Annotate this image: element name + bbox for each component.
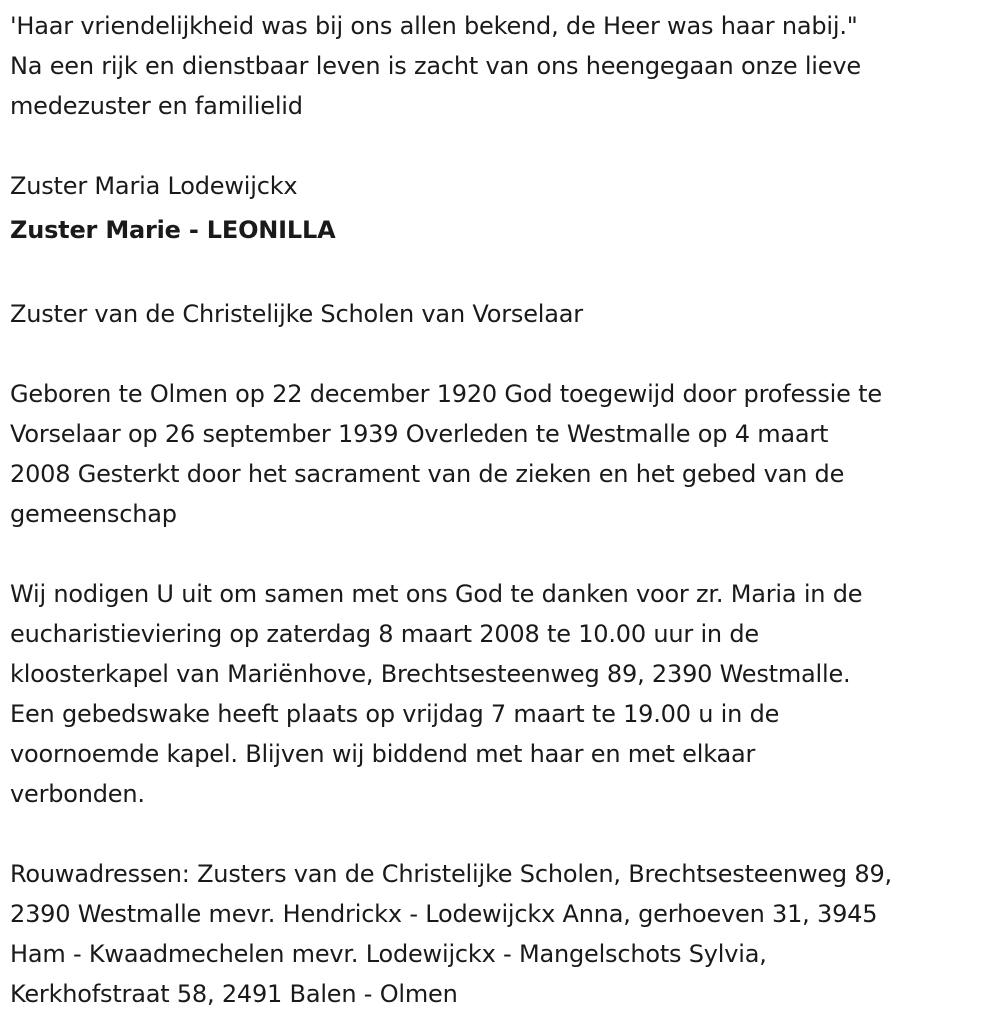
invitation-line: kloosterkapel van Mariënhove, Brechtsesteenweg 89, 2390 Westmalle. [10, 660, 851, 688]
spacer [10, 126, 995, 166]
intro-line: medezuster en familielid [10, 92, 303, 120]
condolence-address-line: 2390 Westmalle mevr. Hendrickx - Lodewijckx Anna, gerhoeven 31, 3945 [10, 900, 878, 928]
spacer [10, 334, 995, 374]
condolence-address-line: Rouwadressen: Zusters van de Christelijke Scholen, Brechtsesteenweg 89, [10, 860, 892, 888]
biography-line: Vorselaar op 26 september 1939 Overleden te Westmalle op 4 maart [10, 420, 829, 448]
invitation-line: verbonden. [10, 780, 145, 808]
obituary-text [10, 6, 995, 1014]
condolence-address-line: Ham - Kwaadmechelen mevr. Lodewijckx - Mangelschots Sylvia, [10, 940, 767, 968]
biography-line: Geboren te Olmen op 22 december 1920 God toegewijd door professie te [10, 380, 882, 408]
invitation-line: Een gebedswake heeft plaats op vrijdag 7 maart te 19.00 u in de [10, 700, 780, 728]
intro-line: Na een rijk en dienstbaar leven is zacht van ons heengegaan onze lieve [10, 52, 861, 80]
congregation: Zuster van de Christelijke Scholen van Vorselaar [10, 300, 583, 328]
spacer [10, 814, 995, 854]
intro-quote: 'Haar vriendelijkheid was bij ons allen bekend, de Heer was haar nabij." [10, 12, 858, 40]
biography-line: gemeenschap [10, 500, 177, 528]
spacer [10, 254, 995, 294]
biography-line: 2008 Gesterkt door het sacrament van de zieken en het gebed van de [10, 460, 845, 488]
condolence-address-line: Kerkhofstraat 58, 2491 Balen - Olmen [10, 980, 458, 1008]
invitation-line: eucharistieviering op zaterdag 8 maart 2008 te 10.00 uur in de [10, 620, 759, 648]
religious-name: Zuster Marie - LEONILLA [10, 216, 336, 244]
spacer [10, 534, 995, 574]
invitation-line: Wij nodigen U uit om samen met ons God te danken voor zr. Maria in de [10, 580, 863, 608]
civil-name: Zuster Maria Lodewijckx [10, 172, 298, 200]
invitation-line: voornoemde kapel. Blijven wij biddend met haar en met elkaar [10, 740, 756, 768]
